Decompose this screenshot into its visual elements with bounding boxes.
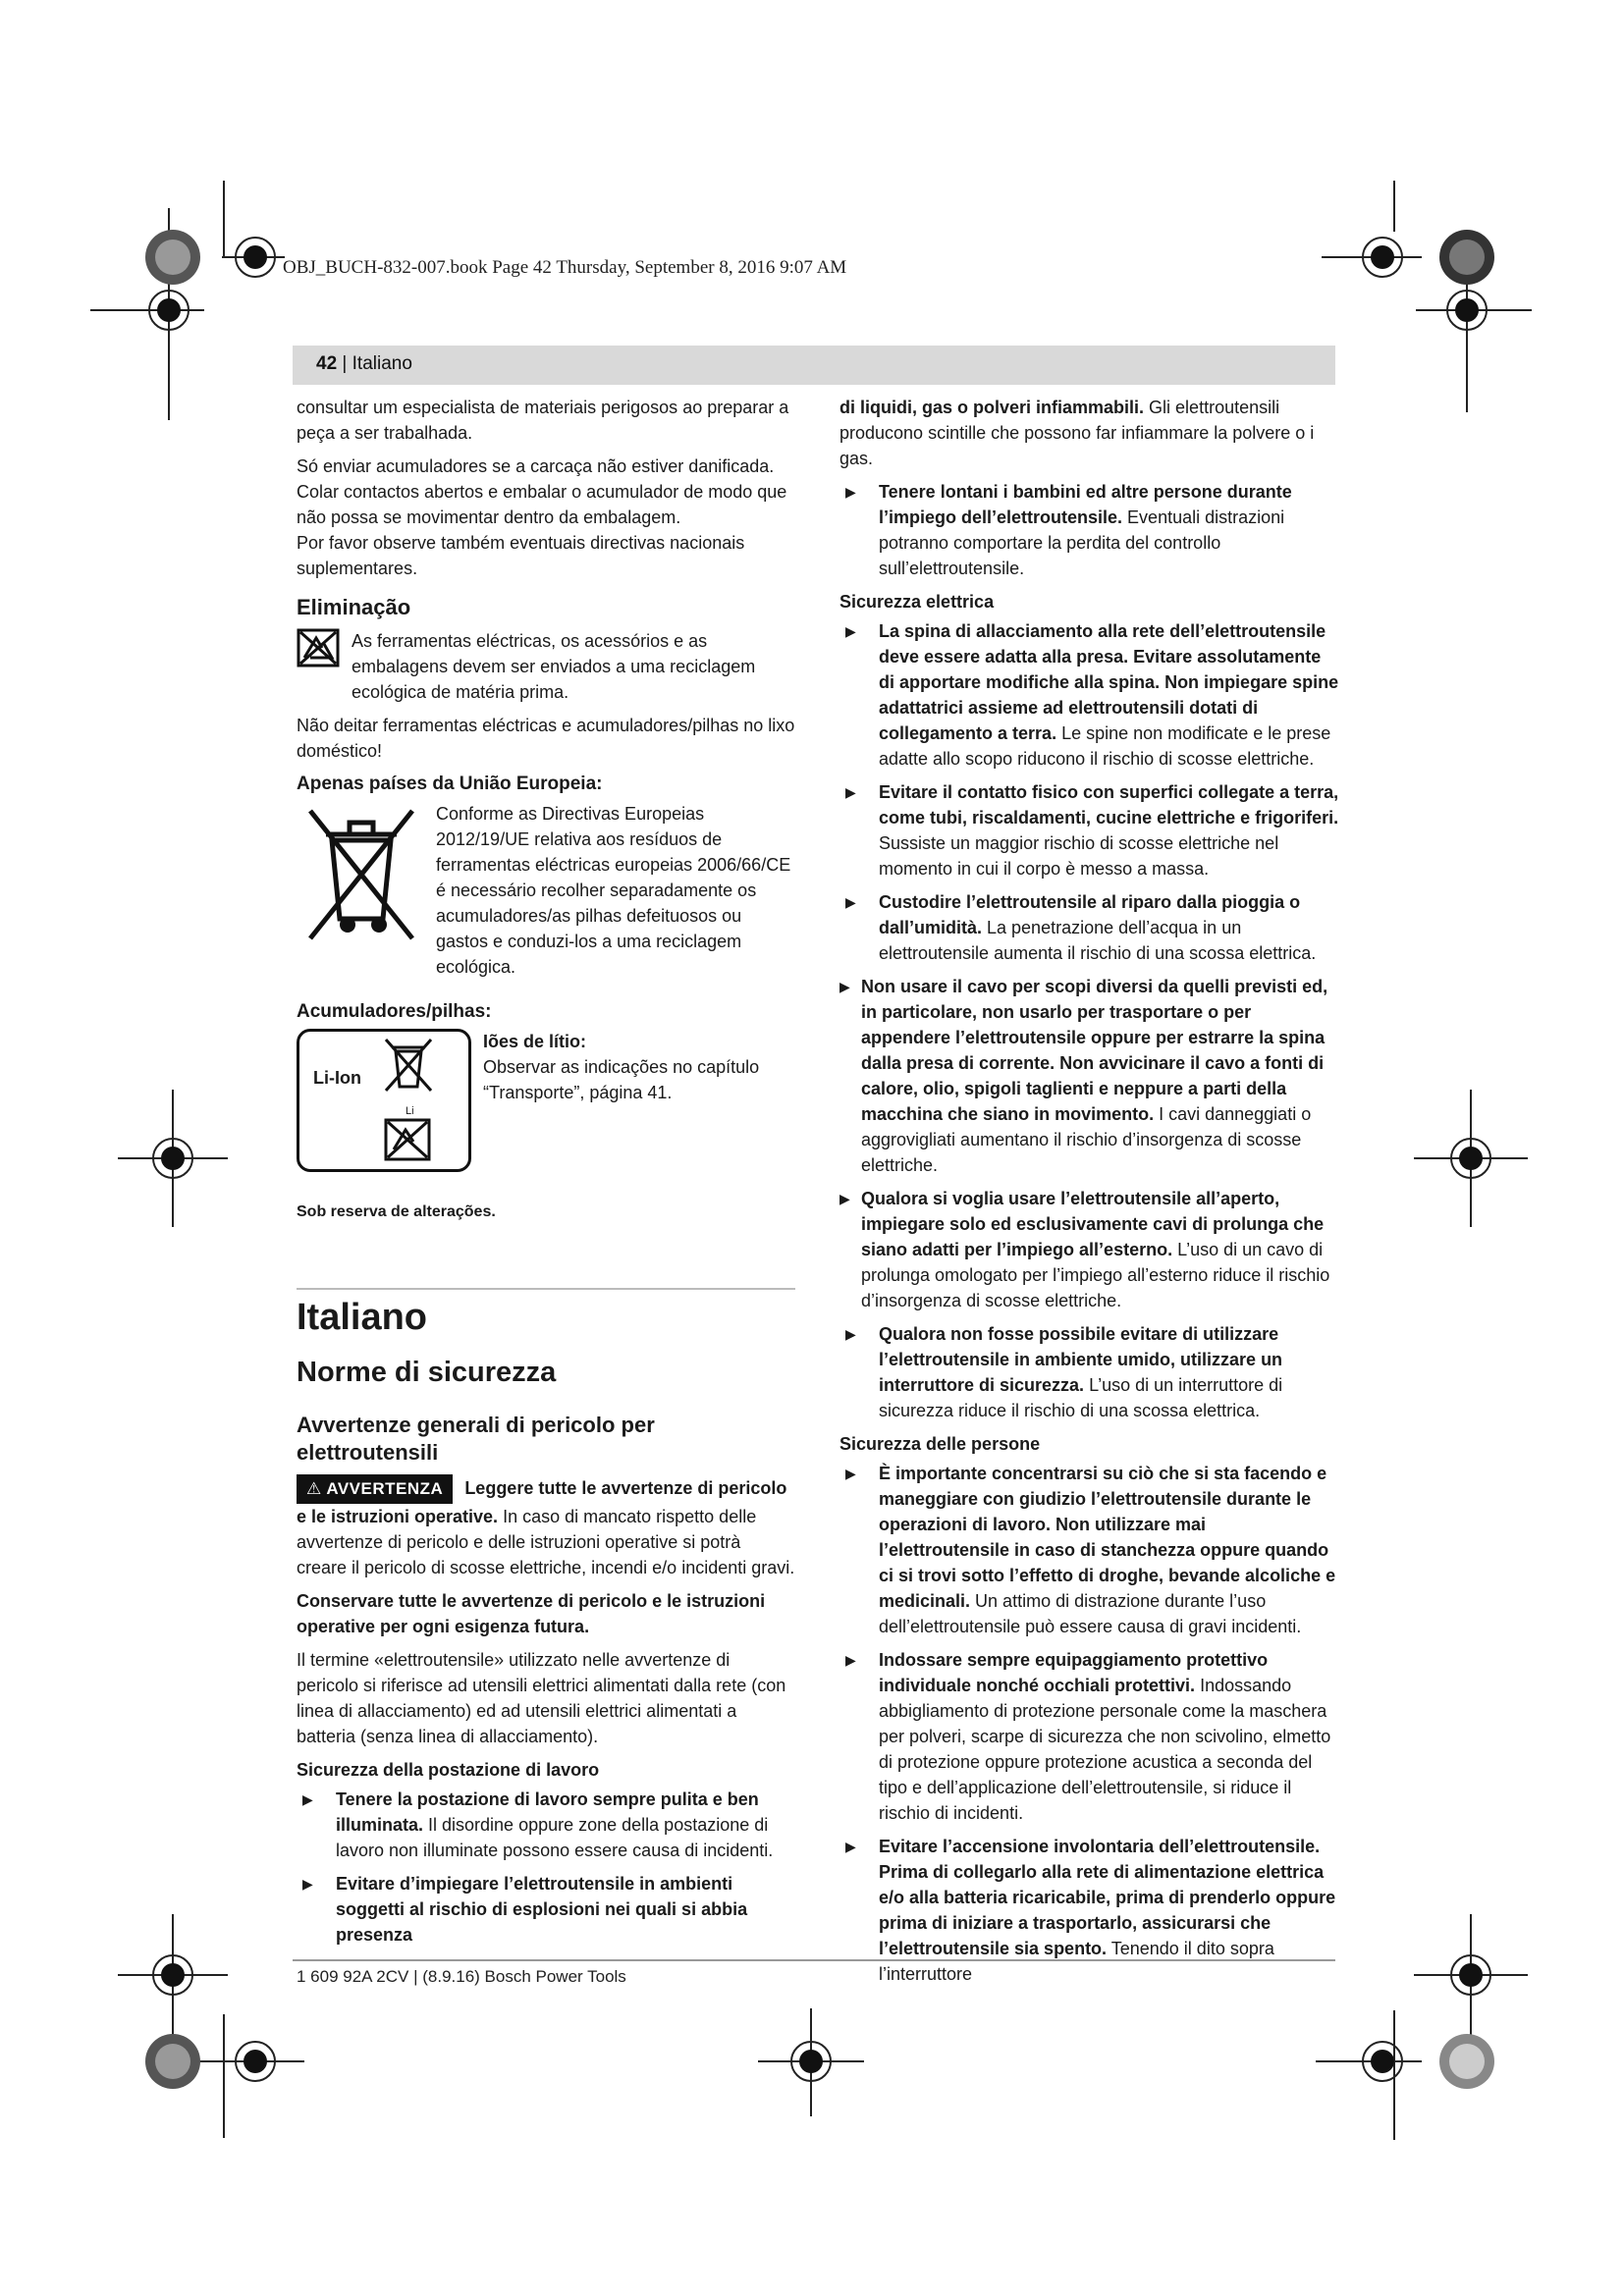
paragraph: Por favor observe também eventuais directivas nacionais suplementares. [297, 533, 745, 578]
bullet-arrow-icon: ▶ [302, 1791, 313, 1807]
list-item [839, 779, 1340, 881]
bullet-arrow-icon: ▶ [839, 1191, 850, 1206]
list-item [839, 1321, 1340, 1423]
section-heading-postazione: Sicurezza della postazione di lavoro [297, 1760, 600, 1780]
li-sub-label: Li [406, 1105, 414, 1117]
warning-paragraph [297, 1474, 795, 1580]
item-bold: La spina di allacciamento alla rete dell’elettroutensile deve essere adatta alla presa. Evitare assolutamente di apportare modifiche alla spina. Non impiegare spine adattatrici assieme ad elettroutensili dotati di collegamento a terra. [879, 621, 1339, 743]
left-column [297, 395, 795, 1955]
item-bold: Evitare il contatto fisico con superfici collegate a terra, come tubi, riscaldamenti, cucine elettriche e frigoriferi. [879, 782, 1339, 828]
list-item [839, 889, 1340, 966]
item-rest: L’uso di un interruttore di sicurezza riduce il rischio di una scossa elettrica. [879, 1375, 1283, 1420]
header-language: Italiano [352, 353, 412, 374]
item-rest: La penetrazione dell’acqua in un elettroutensile aumenta il rischio di una scossa elettrica. [879, 918, 1317, 963]
item-rest: Eventuali distrazioni potranno comportare la perdita del controllo sull’elettroutensile. [879, 507, 1285, 578]
page-number: 42 [316, 353, 338, 374]
eu-row [297, 801, 795, 980]
disposal-row [297, 628, 795, 705]
item-bold: Non usare il cavo per scopi diversi da quelli previsti ed, in particolare, non usarlo per trasportare o per appendere l’elettroutensile oppure per estrarre la spina dalla presa di corrente. Non avvicinare il cavo a fonti di calore, olio, spigoli taglienti e neppure a parti della macchina che siano in movimento. [861, 977, 1328, 1124]
section-heading-persone: Sicurezza delle persone [839, 1434, 1041, 1454]
liion-title: Iões de lítio: [483, 1032, 587, 1051]
liion-text [483, 1029, 795, 1105]
section-heading-acumuladores: Acumuladores/pilhas: [297, 1001, 492, 1022]
li-ion-label: Li-Ion [313, 1068, 361, 1088]
page-header-bar [293, 346, 1335, 385]
item-rest: Indossando abbigliamento di protezione personale come la maschera per polveri, scarpe di sicurezza che non scivolino, elmetto di protezione oppure protezione acustica a seconda del tipo e dell’applicazione dell’elettroutensile, si riduce il rischio di incidenti. [879, 1676, 1331, 1823]
bullet-arrow-icon: ▶ [845, 784, 856, 800]
paragraph: Só enviar acumuladores se a carcaça não estiver danificada. Colar contactos abertos e embalar o acumulador de modo que não possa se movimentar dentro da embalagem. [297, 456, 787, 527]
eu-text: Conforme as Directivas Europeias 2012/19/UE relativa aos resíduos de ferramentas eléctricas europeias 2006/66/CE é necessário recolher separadamente os acumuladores/as pilhas defeituosos ou gastos e conduzi-los a uma reciclagem ecológica. [436, 804, 791, 977]
item-rest: I cavi danneggiati o aggrovigliati aumentano il rischio d’insorgenza di scosse elettriche. [861, 1104, 1312, 1175]
warning-badge: ⚠ AVVERTENZA [297, 1474, 453, 1504]
li-ion-battery-icon [297, 1029, 471, 1172]
conserve-paragraph: Conservare tutte le avvertenze di pericolo e le istruzioni operative per ogni esigenza futura. [297, 1591, 766, 1636]
item-bold: di liquidi, gas o polveri infiammabili. [839, 398, 1145, 417]
header-separator: | [337, 353, 352, 374]
paragraph: Não deitar ferramentas eléctricas e acumuladores/pilhas no lixo doméstico! [297, 716, 795, 761]
disposal-text: As ferramentas eléctricas, os acessórios e as embalagens devem ser enviados a uma reciclagem ecológica de matéria prima. [352, 631, 756, 702]
paragraph: consultar um especialista de materiais perigosos ao preparar a peça a ser trabalhada. [297, 398, 789, 443]
item-bold: È importante concentrarsi su ciò che si sta facendo e maneggiare con giudizio l’elettroutensile durante le operazioni di lavoro. Non utilizzare mai l’elettroutensile in caso di stanchezza oppure quando ci si trovi sotto l’effetto di droghe, bevande alcoliche e medicinali. [879, 1464, 1336, 1611]
item-bold: Tenere lontani i bambini ed altre persone durante l’impiego dell’elettroutensile. [879, 482, 1292, 527]
footer-text: 1 609 92A 2CV | (8.9.16) Bosch Power Tools [297, 1967, 626, 1986]
bullet-arrow-icon: ▶ [845, 623, 856, 639]
bullet-arrow-icon: ▶ [845, 894, 856, 910]
bullet-arrow-icon: ▶ [845, 1839, 856, 1854]
list-item [839, 1834, 1340, 1987]
section-heading-eliminacao: Eliminação [297, 595, 411, 619]
item-rest: Le spine non modificate e le prese adatte allo scopo riducono il rischio di scosse elettriche. [879, 723, 1331, 769]
item-rest: L’uso di un cavo di prolunga omologato per l’impiego all’esterno riduce il rischio d’insorgenza di scosse elettriche. [861, 1240, 1330, 1310]
heading-norme: Norme di sicurezza [297, 1357, 557, 1388]
bullet-arrow-icon: ▶ [845, 1326, 856, 1342]
item-rest: Il disordine oppure zone della postazione di lavoro non illuminate possono essere causa di incidenti. [336, 1815, 774, 1860]
item-bold: Indossare sempre equipaggiamento protettivo individuale nonché occhiali protettivi. [879, 1650, 1269, 1695]
bullet-arrow-icon: ▶ [845, 1466, 856, 1481]
liion-desc: Observar as indicações no capítulo “Transporte”, página 41. [483, 1057, 760, 1102]
warning-rest: In caso di mancato rispetto delle avvertenze di pericolo e delle istruzioni operative si potrà creare il pericolo di scosse elettriche, incendi e/o incidenti gravi. [297, 1507, 795, 1577]
item-rest: Un attimo di distrazione durante l’uso dell’elettroutensile può essere causa di gravi incidenti. [879, 1591, 1302, 1636]
recycle-small-icon [384, 1118, 431, 1161]
item-bold: Qualora non fosse possibile evitare di utilizzare l’elettroutensile in ambiente umido, utilizzare un interruttore di sicurezza. [879, 1324, 1283, 1395]
print-slug: OBJ_BUCH-832-007.book Page 42 Thursday, September 8, 2016 9:07 AM [283, 257, 847, 278]
bullet-arrow-icon: ▶ [845, 484, 856, 500]
bin-small-icon [382, 1036, 435, 1096]
item-bold: Evitare l’accensione involontaria dell’elettroutensile. Prima di collegarlo alla rete di alimentazione elettrica e/o alla batteria ricaricabile, prima di prenderlo oppure prima di iniziare a trasportarlo, assicurarsi che l’elettroutensile sia spento. [879, 1837, 1336, 1958]
right-column [839, 395, 1340, 1995]
item-bold: Custodire l’elettroutensile al riparo dalla pioggia o dall’umidità. [879, 892, 1301, 937]
list-item [297, 1787, 795, 1863]
bullet-arrow-icon: ▶ [839, 979, 850, 994]
item-rest: Gli elettroutensili producono scintille che possono far infiammare la polvere o i gas. [839, 398, 1315, 468]
divider [297, 1288, 795, 1290]
termine-paragraph: Il termine «elettroutensile» utilizzato nelle avvertenze di pericolo si riferisce ad utensili elettrici alimentati dalla rete (con linea di allacciamento) ed ad utensili elettrici alimentati a batteria (senza linea di allacciamento). [297, 1650, 786, 1746]
recycle-icon [297, 628, 340, 667]
item-bold: Qualora si voglia usare l’elettroutensile all’aperto, impiegare solo ed esclusivamente cavi di prolunga che siano adatti per l’impiego all’esterno. [861, 1189, 1325, 1259]
bullet-arrow-icon: ▶ [302, 1876, 313, 1892]
item-rest: Tenendo il dito sopra l’interruttore [879, 1939, 1274, 1984]
section-heading-eu: Apenas países da União Europeia: [297, 774, 603, 794]
list-item [839, 1647, 1340, 1826]
section-heading-elettrica: Sicurezza elettrica [839, 592, 995, 612]
warning-bold: Leggere tutte le avvertenze di pericolo e le istruzioni operative. [297, 1478, 787, 1526]
heading-avvertenze: Avvertenze generali di pericolo per elettroutensili [297, 1413, 655, 1465]
liion-row [297, 1029, 795, 1172]
bullet-arrow-icon: ▶ [845, 1652, 856, 1668]
page-title-italiano: Italiano [297, 1297, 428, 1338]
item-bold: Evitare d’impiegare l’elettroutensile in ambienti soggetti al rischio di esplosioni nei quali si abbia presenza [336, 1874, 748, 1945]
list-item [839, 1461, 1340, 1639]
list-item [297, 1871, 795, 1948]
list-item [839, 974, 1340, 1178]
continued-paragraph [839, 395, 1340, 471]
list-item [839, 618, 1340, 772]
list-item [839, 479, 1340, 581]
reserva-note: Sob reserva de alterações. [297, 1203, 496, 1220]
page-header [316, 353, 412, 375]
list-item [839, 1186, 1340, 1313]
item-bold: Tenere la postazione di lavoro sempre pulita e ben illuminata. [336, 1789, 759, 1835]
item-rest: Sussiste un maggior rischio di scosse elettriche nel momento in cui il corpo è messo a massa. [879, 833, 1279, 879]
crossed-bin-icon [297, 801, 424, 948]
footer-rule [293, 1959, 1335, 1961]
